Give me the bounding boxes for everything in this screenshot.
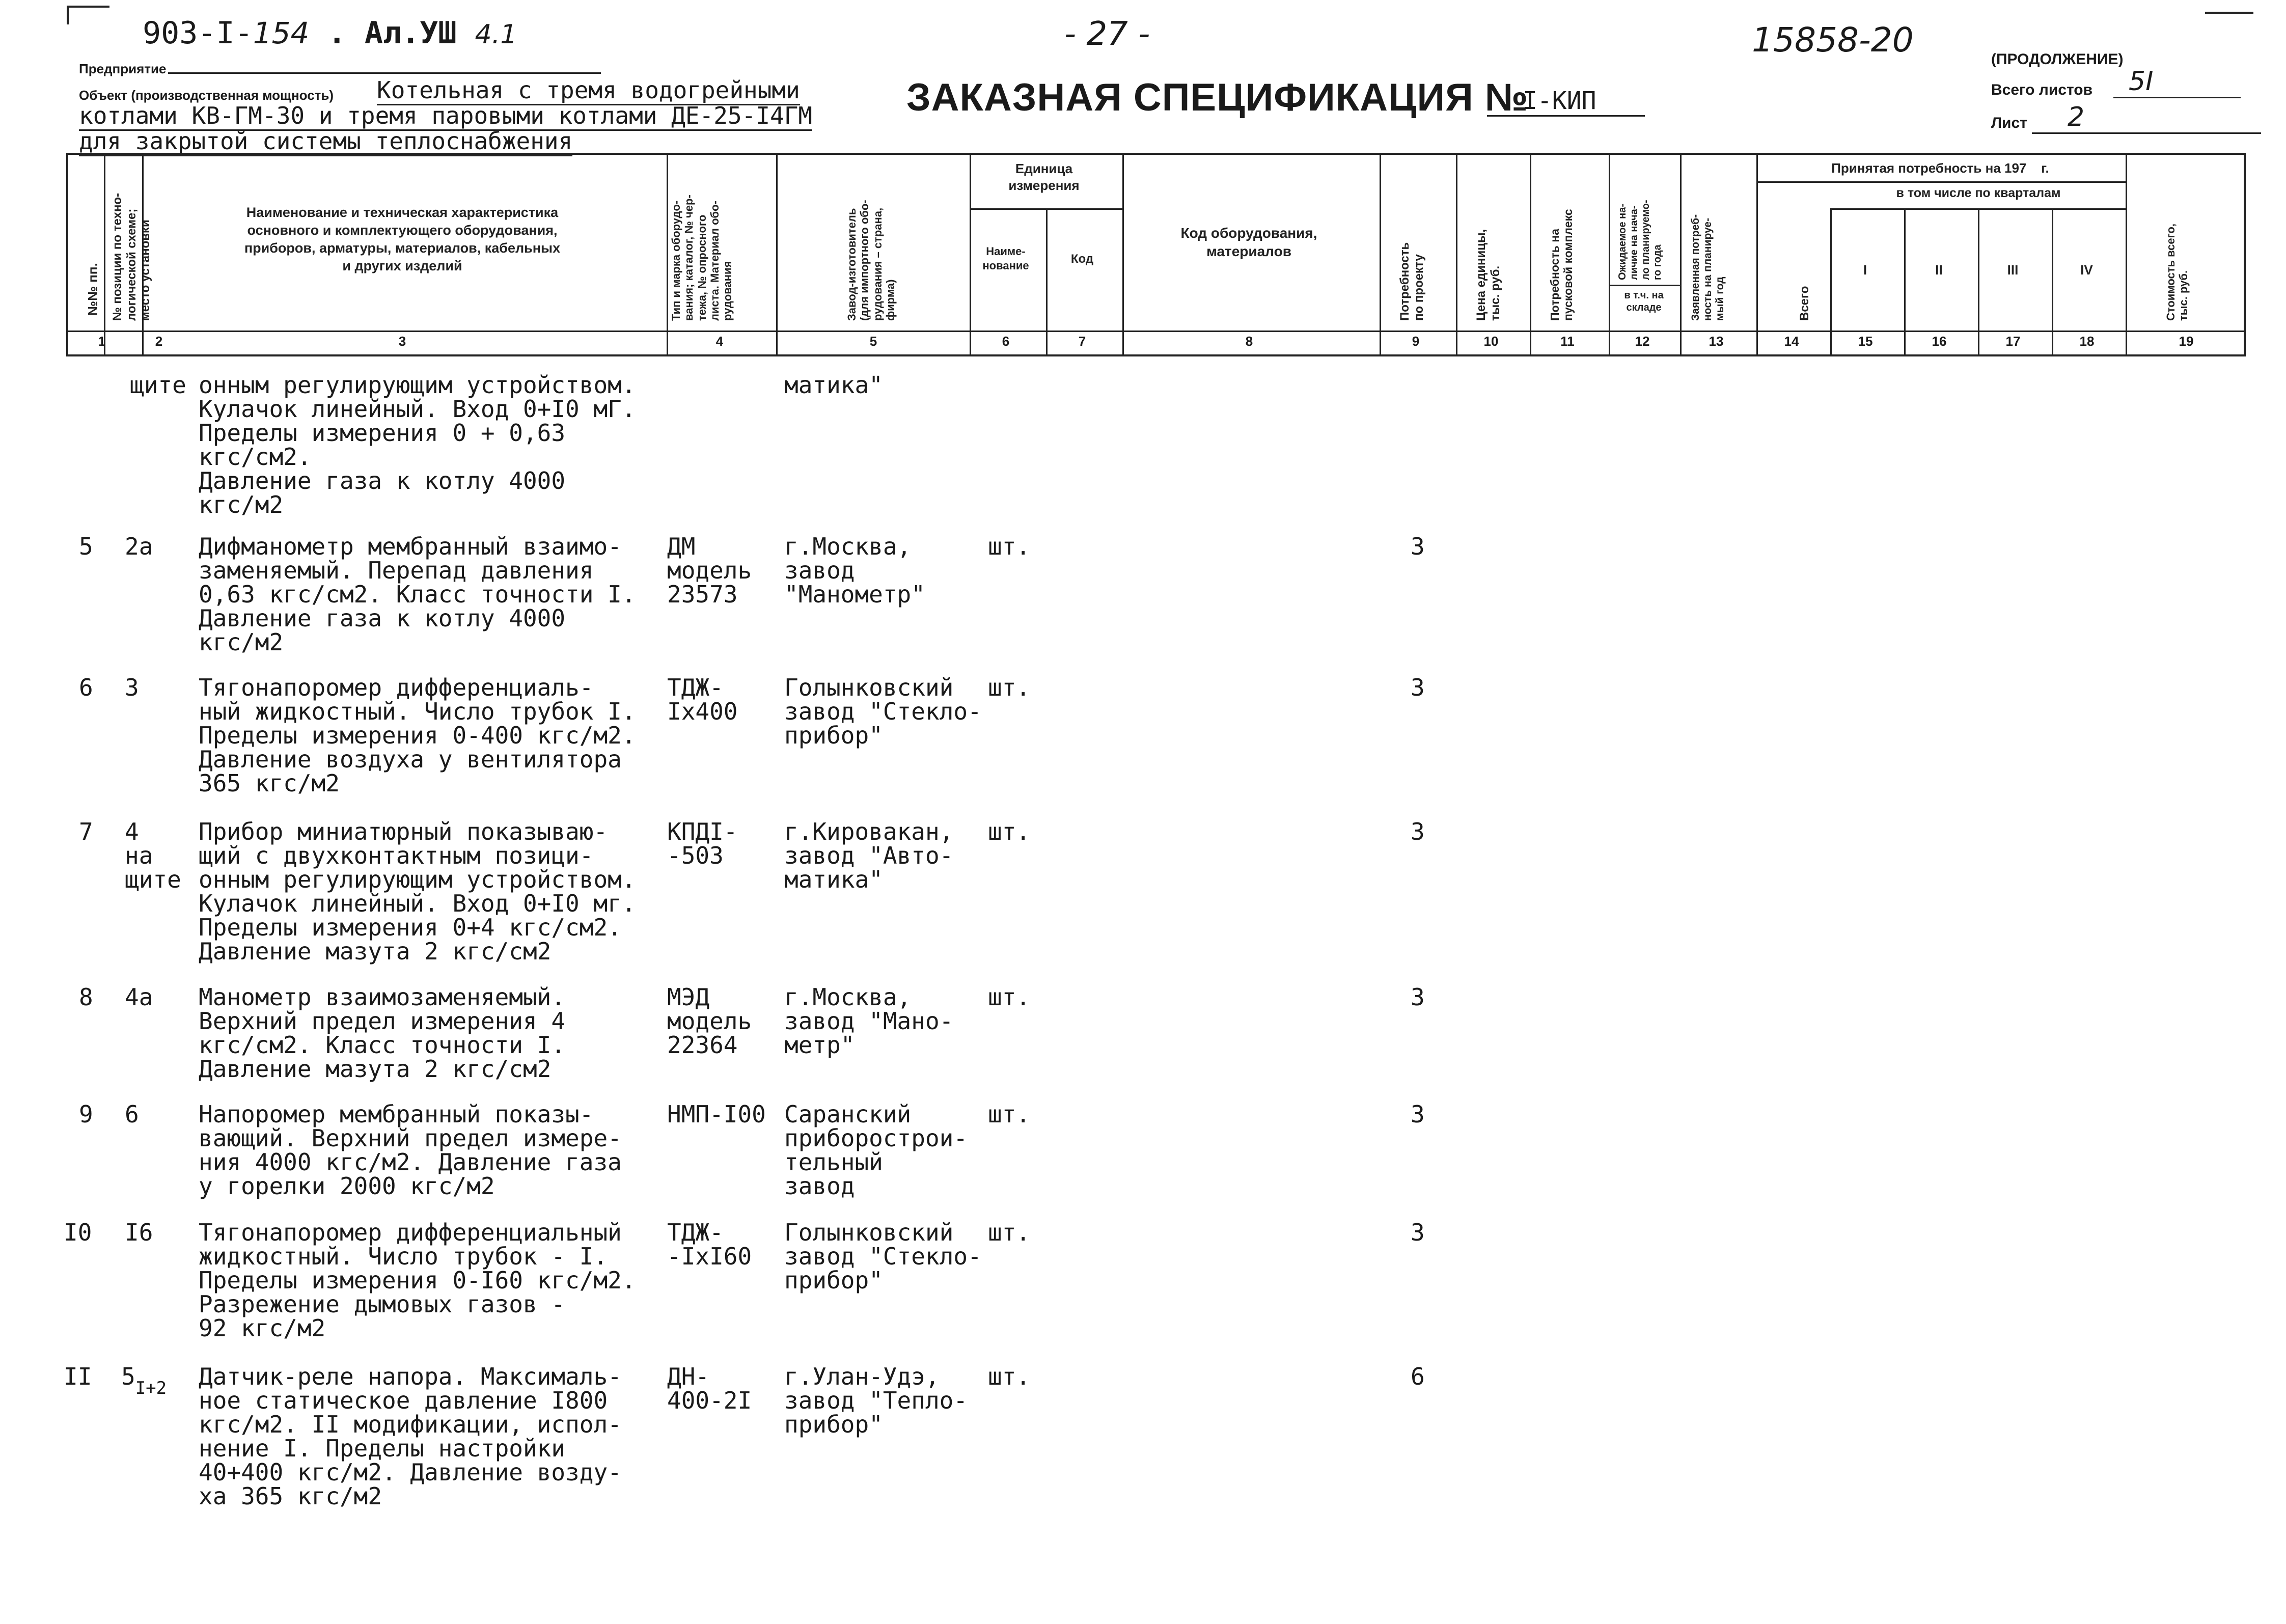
row-type: ТДЖ- -IхI60 xyxy=(667,1219,752,1270)
col-header-startup-need: Потребность на пусковой комплекс xyxy=(1548,209,1575,321)
col-number: 9 xyxy=(1412,334,1420,349)
col-header-in-stock: в т.ч. на складе xyxy=(1624,290,1664,313)
row-number: 8 xyxy=(79,983,93,1011)
col-number: 2 xyxy=(155,334,163,349)
continuation-label: (ПРОДОЛЖЕНИЕ) xyxy=(1991,51,2124,68)
row-quantity: 3 xyxy=(1411,818,1425,845)
row-type: ТДЖ- Iх400 xyxy=(667,674,738,725)
row-number: 7 xyxy=(79,818,93,845)
col-header-q2: II xyxy=(1935,262,1943,278)
row-unit: шт. xyxy=(988,818,1031,845)
col-number: 13 xyxy=(1709,334,1724,349)
col-number: 12 xyxy=(1635,334,1650,349)
col-header-maker: Завод-изготовитель (для импортного обо- рудования – страна, фирма) xyxy=(845,200,897,321)
row-position: 4 на щите xyxy=(125,818,181,893)
col-number: 16 xyxy=(1932,334,1947,349)
col-number: 3 xyxy=(398,334,406,349)
col-number: 17 xyxy=(2005,334,2021,349)
row-type: МЭД модель 22364 xyxy=(667,983,752,1059)
total-sheets-label: Всего листов xyxy=(1991,81,2093,98)
row-unit: шт. xyxy=(988,1219,1031,1246)
col-number: 7 xyxy=(1078,334,1086,349)
row-maker: г.Москва, завод "Манометр" xyxy=(784,533,925,608)
col-number: 4 xyxy=(715,334,724,349)
row-unit: шт. xyxy=(988,674,1031,701)
row-position-main: 5 xyxy=(121,1363,135,1390)
total-sheets-value: 5I xyxy=(2113,66,2241,98)
object-line-3: для закрытой системы теплоснабжения xyxy=(79,127,572,156)
row-maker: г.Кировакан, завод "Авто- матика" xyxy=(784,818,954,893)
col-header-unit-name: Наиме- нование xyxy=(982,245,1029,272)
col-header-unit-code: Код xyxy=(1070,252,1094,266)
register-number: 15858-20 xyxy=(1752,20,1914,60)
row-name: Манометр взаимозаменяемый. Верхний предел измерения 4 кгс/см2. Класс точности I. Давление мазута 2 кгс/см2 xyxy=(199,983,566,1083)
row-quantity: 3 xyxy=(1411,1219,1425,1246)
row-number: 6 xyxy=(79,674,93,701)
row-quantity: 6 xyxy=(1411,1363,1425,1390)
document-code xyxy=(143,15,517,51)
row-maker: матика" xyxy=(784,371,883,399)
row-number: I0 xyxy=(64,1219,92,1246)
col-header-project-need: Потребность по проекту xyxy=(1398,242,1426,321)
row-position: I6 xyxy=(125,1219,153,1246)
col-header-equipment-code: Код оборудования, материалов xyxy=(1180,225,1317,260)
enterprise-blank xyxy=(168,72,601,74)
row-quantity: 3 xyxy=(1411,983,1425,1011)
object-text-1 xyxy=(377,76,800,105)
col-header-position: № позиции по техно- логической схеме; место установки xyxy=(111,193,153,321)
object-line-2: котлами КВ-ГМ-30 и тремя паровыми котлами ДЕ-25-I4ГМ xyxy=(79,102,812,131)
row-quantity: 3 xyxy=(1411,1100,1425,1128)
row-name: Прибор миниатюрный показываю- щий с двухконтактным позици- онным регулирующим устройством. Кулачок линейный. Вход 0+I0 мг. Пределы измерения 0+4 кгс/см2. Давление мазута 2 кгс/см2 xyxy=(199,818,636,965)
corner-mark-right-icon xyxy=(2205,5,2256,20)
row-name: Тягонапоромер дифференциаль- ный жидкостный. Число трубок I. Пределы измерения 0-400 кгс/м2. Давление воздуха у вентилятора 365 кгс/м2 xyxy=(199,674,636,797)
object-text-2 xyxy=(79,102,812,131)
enterprise-label: Предприятие xyxy=(79,61,167,76)
col-header-accepted: Принятая потребность на 197 г. xyxy=(1831,160,2049,176)
row-unit: шт. xyxy=(988,1100,1031,1128)
col-number: 11 xyxy=(1560,334,1575,349)
row-type: ДН- 400-2I xyxy=(667,1363,752,1414)
col-number: 1 xyxy=(98,334,106,349)
corner-mark-icon xyxy=(66,5,112,25)
page-title: ЗАКАЗНАЯ СПЕЦИФИКАЦИЯ № xyxy=(906,76,1529,119)
row-unit: шт. xyxy=(988,1363,1031,1390)
col-header-declared: Заявленная потреб- ность на планируе- мый год xyxy=(1690,214,1726,321)
col-number: 19 xyxy=(2179,334,2194,349)
row-quantity: 3 xyxy=(1411,533,1425,560)
col-header-q3: III xyxy=(2007,262,2019,278)
col-header-expected: Ожидаемое на- личие на нача- ло планируемо- го года xyxy=(1617,200,1663,280)
col-header-unit-group: Единица измерения xyxy=(1008,161,1080,193)
row-name: Напоромер мембранный показы- вающий. Верхний предел измере- ния 4000 кгс/м2. Давление газа у горелки 2000 кгс/м2 xyxy=(199,1100,622,1200)
col-header-name: Наименование и техническая характеристика основного и комплектующего оборудования, приборов, арматуры, материалов, кабельных и других изделий xyxy=(244,205,561,274)
row-position: 3 xyxy=(125,674,139,701)
col-header-total: Всего xyxy=(1798,286,1811,321)
row-position: 4а xyxy=(125,983,153,1011)
row-maker: г.Улан-Удэ, завод "Тепло- прибор" xyxy=(784,1363,968,1438)
col-header-quarters: в том числе по кварталам xyxy=(1896,186,2061,200)
doc-code-printed: 903-I- xyxy=(143,15,253,51)
doc-code-handwritten: 154 xyxy=(253,16,310,50)
sheet-label: Лист xyxy=(1991,115,2027,131)
row-name: Тягонапоромер дифференциальный жидкостный. Число трубок - I. Пределы измерения 0-I60 кгс/м2. Разрежение дымовых газов - 92 кгс/м2 xyxy=(199,1219,636,1342)
row-type: НМП-I00 xyxy=(667,1100,766,1128)
row-maker: Голынковский завод "Стекло- прибор" xyxy=(784,1219,982,1294)
object-label: Объект (производственная мощность) xyxy=(79,88,334,103)
row-unit: шт. xyxy=(988,533,1031,560)
row-type: ДМ модель 23573 xyxy=(667,533,752,608)
col-number: 14 xyxy=(1784,334,1799,349)
spec-number-value: I-КИП xyxy=(1523,87,1596,115)
row-number: 9 xyxy=(79,1100,93,1128)
col-header-q1: I xyxy=(1863,262,1867,278)
row-maker: г.Москва, завод "Мано- метр" xyxy=(784,983,954,1059)
col-header-num: №№ пп. xyxy=(85,263,100,316)
col-header-type: Тип и марка оборудо- вания; каталог, № чер- тежа, № опросного листа. Материал обо- рудования xyxy=(670,195,734,321)
row-unit: шт. xyxy=(988,983,1031,1011)
page-number: - 27 - xyxy=(1064,15,1150,53)
album-handwritten: 4.1 xyxy=(475,19,517,50)
col-number: 5 xyxy=(869,334,877,349)
row-name: Дифманометр мембранный взаимо- заменяемый. Перепад давления 0,63 кгс/см2. Класс точности I. Давление газа к котлу 4000 кгс/м2 xyxy=(199,533,636,656)
col-number: 6 xyxy=(1002,334,1010,349)
col-number: 18 xyxy=(2079,334,2095,349)
row-name: Датчик-реле напора. Максималь- ное статическое давление I800 кгс/м2. II модификации, испол- нение I. Пределы настройки 40+400 кгс/м2. Давление возду- ха 365 кгс/м2 xyxy=(199,1363,622,1510)
row-position: 2а xyxy=(125,533,153,560)
col-header-q4: IV xyxy=(2080,262,2093,278)
row-number: 5 xyxy=(79,533,93,560)
col-number: 15 xyxy=(1858,334,1873,349)
row-position xyxy=(121,1363,167,1398)
row-number: II xyxy=(64,1363,92,1390)
object-line-1: Котельная с тремя водогрейными xyxy=(377,76,800,105)
col-number: 8 xyxy=(1245,334,1253,349)
row-position: щите xyxy=(130,371,186,399)
album-label: . Ал.УШ xyxy=(327,15,457,51)
row-maker: Голынковский завод "Стекло- прибор" xyxy=(784,674,982,749)
sheet-value: 2 xyxy=(2032,102,2261,134)
row-position-subscript: I+2 xyxy=(135,1378,167,1398)
row-position: 6 xyxy=(125,1100,139,1128)
col-number: 10 xyxy=(1483,334,1499,349)
row-type: КПДI- -503 xyxy=(667,818,738,869)
row-quantity: 3 xyxy=(1411,674,1425,701)
col-header-unit-price: Цена единицы, тыс. руб. xyxy=(1474,229,1502,321)
spec-number xyxy=(1487,87,1645,117)
col-header-cost: Стоимость всего, тыс. руб. xyxy=(2164,224,2190,321)
row-name: онным регулирующим устройством. Кулачок линейный. Вход 0+I0 мГ. Пределы измерения 0 + 0,63 кгс/см2. Давление газа к котлу 4000 кгс/м2 xyxy=(199,371,636,518)
object-text-3 xyxy=(79,127,572,156)
row-maker: Саранский приборострои- тельный завод xyxy=(784,1100,968,1200)
